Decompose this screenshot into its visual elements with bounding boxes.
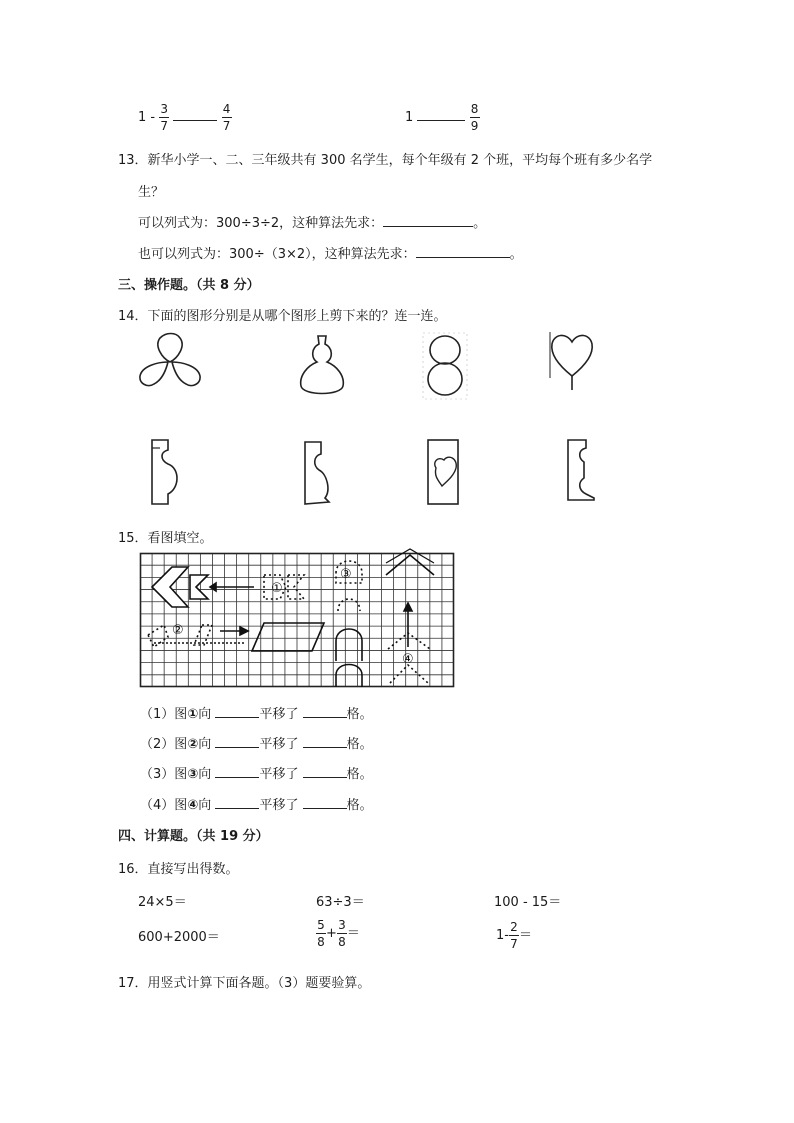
count-blank[interactable] xyxy=(303,705,347,718)
gourd-shape[interactable] xyxy=(297,332,347,400)
numerator: 4 xyxy=(222,102,231,116)
denominator: 8 xyxy=(338,935,346,949)
item-unit: 格。 xyxy=(346,737,373,752)
numerator: 8 xyxy=(470,102,479,116)
item-dir: 向 xyxy=(198,798,212,813)
item-number: ④ xyxy=(187,798,199,813)
numerator: 5 xyxy=(317,918,325,932)
q15-text: 15．看图填空。 xyxy=(118,531,213,546)
cutout-piece-3[interactable] xyxy=(424,438,464,508)
item-moved: 平移了 xyxy=(259,798,299,813)
direction-blank[interactable] xyxy=(215,705,259,718)
q17-text: 17．用竖式计算下面各题。（3）题要验算。 xyxy=(118,976,371,991)
item-moved: 平移了 xyxy=(259,737,299,752)
q13-line3-text: 可以列式为：300÷3÷2，这种算法先求： xyxy=(138,216,384,231)
fraction-compare-2 xyxy=(405,102,480,133)
grid-label-1: ① xyxy=(271,581,283,596)
item-number: ③ xyxy=(187,767,199,782)
item-dir: 向 xyxy=(198,707,212,722)
count-blank[interactable] xyxy=(303,765,347,778)
answer-blank[interactable] xyxy=(173,108,217,121)
numerator: 3 xyxy=(160,102,169,116)
q15-item-3 xyxy=(140,763,373,782)
fraction xyxy=(222,102,232,133)
answer-blank[interactable] xyxy=(416,245,510,258)
calc-5 xyxy=(316,918,360,949)
calc-1: 24×5＝ xyxy=(138,895,187,910)
denominator: 7 xyxy=(510,937,518,951)
count-blank[interactable] xyxy=(303,735,347,748)
numerator: 3 xyxy=(338,918,346,932)
item-moved: 平移了 xyxy=(259,767,299,782)
translation-grid xyxy=(140,553,454,687)
count-blank[interactable] xyxy=(303,796,347,809)
equals-sign: ＝ xyxy=(346,926,360,941)
cutout-piece-2[interactable] xyxy=(301,440,337,506)
grid-label-4: ④ xyxy=(402,652,414,667)
item-number: ② xyxy=(187,737,199,752)
calc-6 xyxy=(496,920,532,951)
denominator: 9 xyxy=(470,119,479,133)
equals-sign: ＝ xyxy=(518,928,532,943)
denominator: 8 xyxy=(317,935,325,949)
figure-eight-shape[interactable] xyxy=(422,332,468,400)
fraction xyxy=(337,918,347,949)
calc-4: 600+2000＝ xyxy=(138,930,220,945)
cutout-piece-4[interactable] xyxy=(564,438,600,506)
q15-item-1 xyxy=(140,703,373,722)
q13-line2: 生？ xyxy=(138,185,165,200)
q13-line1: 13．新华小学一、二、三年级共有 300 名学生，每个年级有 2 个班，平均每个班有多少名学 xyxy=(118,153,653,168)
calc-2: 63÷3＝ xyxy=(316,895,365,910)
q15-item-2 xyxy=(140,733,373,752)
fraction xyxy=(509,920,519,951)
denominator: 7 xyxy=(160,119,169,133)
item-unit: 格。 xyxy=(346,798,373,813)
period: 。 xyxy=(509,247,523,262)
item-unit: 格。 xyxy=(346,767,373,782)
q15-item-4 xyxy=(140,794,373,813)
answer-blank[interactable] xyxy=(383,214,473,227)
fraction xyxy=(470,102,480,133)
prefix-text: 1- xyxy=(496,928,509,943)
item-moved: 平移了 xyxy=(259,707,299,722)
section-3-title: 三、操作题。（共 8 分） xyxy=(118,278,260,293)
fraction xyxy=(159,102,169,133)
numerator: 2 xyxy=(510,920,518,934)
denominator: 7 xyxy=(222,119,231,133)
item-unit: 格。 xyxy=(346,707,373,722)
calc-3: 100 - 15＝ xyxy=(494,895,562,910)
item-number: ① xyxy=(187,707,199,722)
clover-shape[interactable] xyxy=(138,332,202,392)
cutout-piece-1[interactable] xyxy=(148,438,188,508)
item-dir: 向 xyxy=(198,737,212,752)
direction-blank[interactable] xyxy=(215,735,259,748)
q13-line3 xyxy=(138,212,486,231)
section-4-title: 四、计算题。（共 19 分） xyxy=(118,829,269,844)
item-prefix: （2）图 xyxy=(140,737,188,752)
direction-blank[interactable] xyxy=(215,765,259,778)
grid-label-3: ③ xyxy=(340,567,352,582)
answer-blank[interactable] xyxy=(417,108,465,121)
prefix-text: 1 xyxy=(405,110,418,125)
direction-blank[interactable] xyxy=(215,796,259,809)
q14-text: 14．下面的图形分别是从哪个图形上剪下来的？连一连。 xyxy=(118,309,447,324)
q16-text: 16．直接写出得数。 xyxy=(118,862,239,877)
grid-label-2: ② xyxy=(172,623,184,638)
item-prefix: （1）图 xyxy=(140,707,188,722)
prefix-text: 1 - xyxy=(138,110,160,125)
item-dir: 向 xyxy=(198,767,212,782)
q13-line4-text: 也可以列式为：300÷（3×2），这种算法先求： xyxy=(138,247,416,262)
fraction xyxy=(316,918,326,949)
plus-sign: + xyxy=(326,926,337,941)
fraction-compare-1 xyxy=(138,102,232,133)
period: 。 xyxy=(473,216,487,231)
item-prefix: （4）图 xyxy=(140,798,188,813)
leaf-shape[interactable] xyxy=(548,330,596,392)
q13-line4 xyxy=(138,243,523,262)
item-prefix: （3）图 xyxy=(140,767,188,782)
